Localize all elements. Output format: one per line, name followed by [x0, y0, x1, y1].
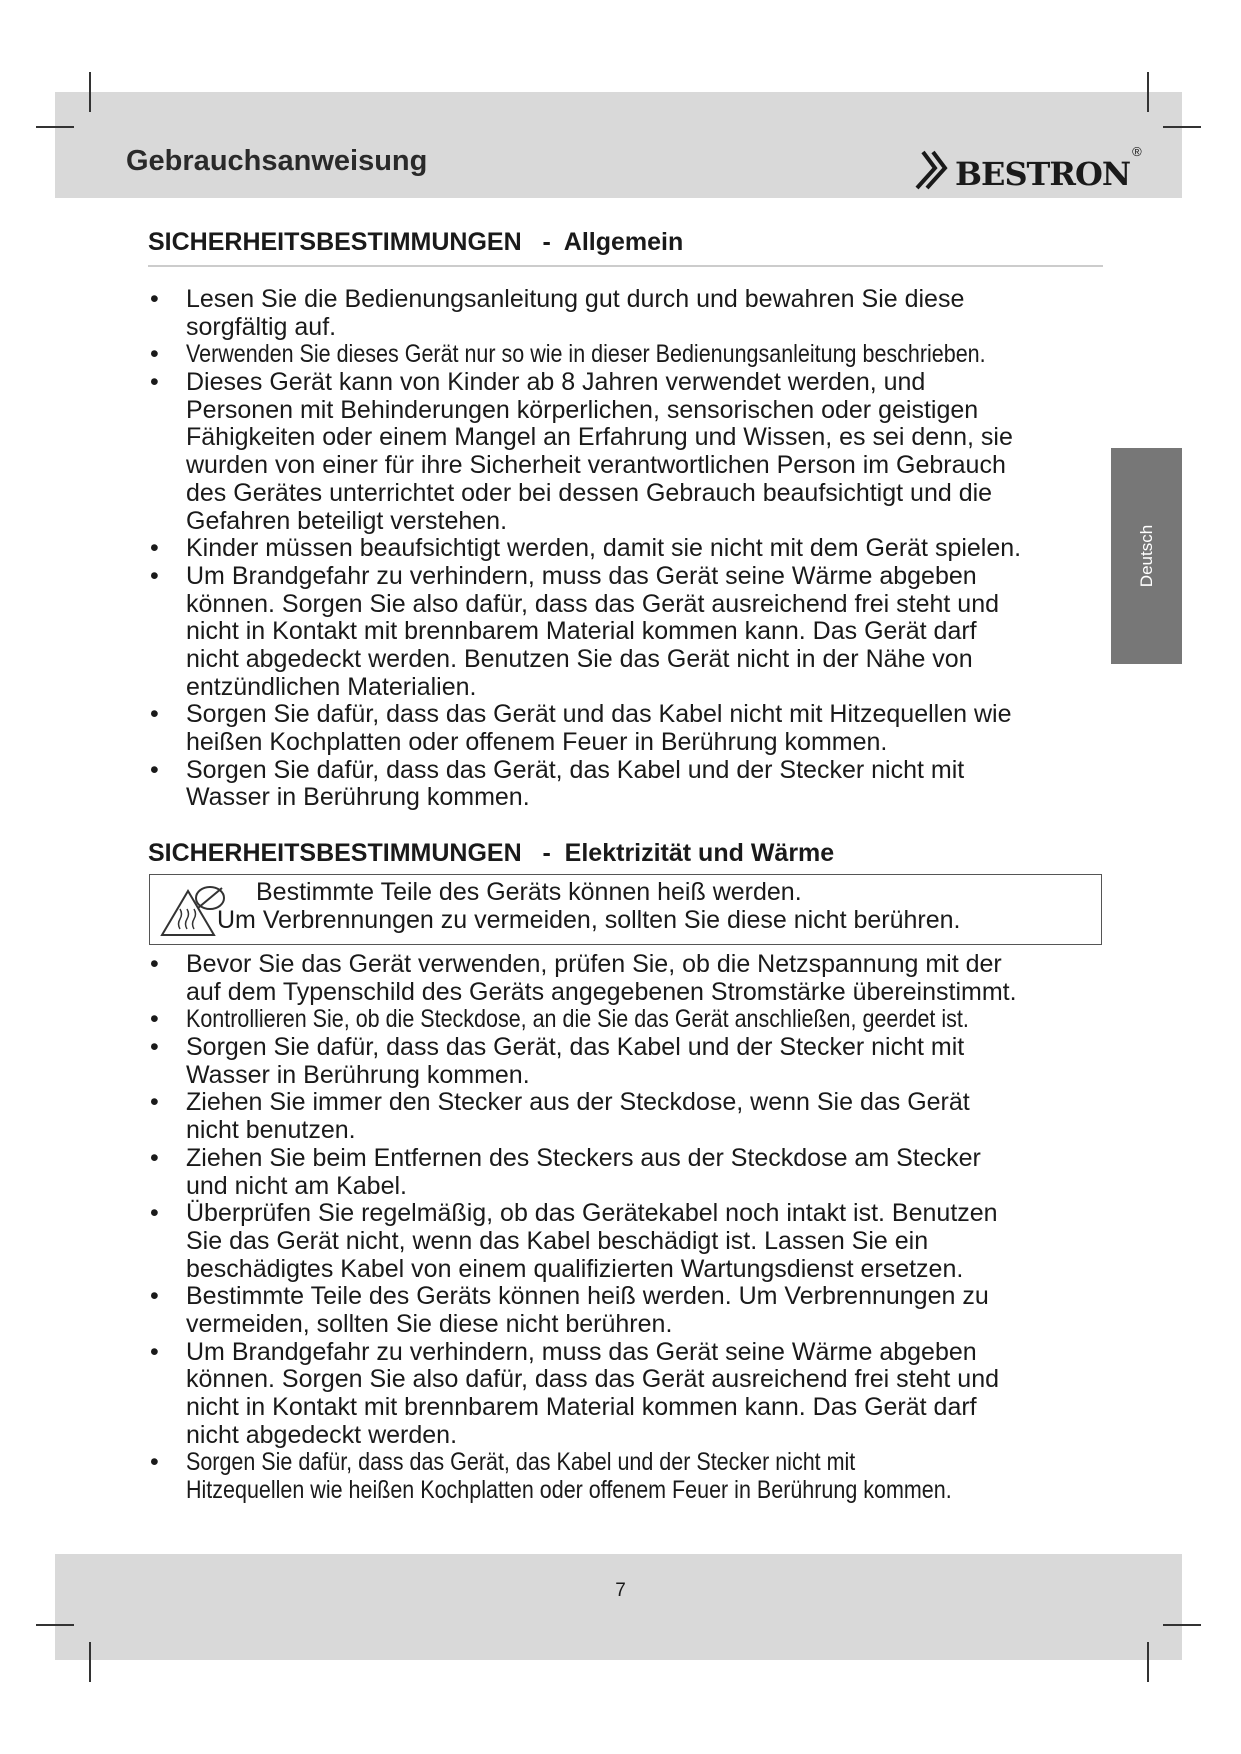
bullet-item-line [150, 1089, 1110, 1117]
bullet-marker: • [150, 1282, 159, 1311]
list-item-line [150, 508, 1110, 536]
list-item-text: Um Brandgefahr zu verhindern, muss das Gerät seine Wärme abgeben [186, 1337, 977, 1366]
list-item-text: beschädigtes Kabel von einem qualifizierten Wartungsdienst ersetzen. [186, 1254, 964, 1283]
bullet-item-line [150, 369, 1110, 397]
bullet-marker: • [150, 1033, 159, 1062]
bullet-marker: • [150, 561, 159, 590]
list-item-text: Lesen Sie die Bedienungsanleitung gut durch und bewahren Sie diese [186, 285, 965, 313]
list-item-line [150, 1477, 1110, 1505]
bullet-marker: • [150, 700, 159, 729]
section-heading-general: SICHERHEITSBESTIMMUNGEN - Allgemein [148, 228, 684, 256]
list-item-line [150, 1228, 1110, 1256]
footer-band [55, 1554, 1182, 1660]
divider [148, 265, 1103, 267]
list-item-line [150, 452, 1110, 480]
list-item-text: Sorgen Sie dafür, dass das Gerät, das Kabel und der Stecker nicht mit [186, 1033, 965, 1062]
bullet-item-line [150, 701, 1110, 729]
list-item-text: Um Brandgefahr zu verhindern, muss das Gerät seine Wärme abgeben [186, 561, 977, 590]
bullet-marker: • [150, 1005, 159, 1034]
bullet-marker: • [150, 950, 159, 978]
logo-wordmark: BESTRON [955, 155, 1131, 193]
bullet-item-line [150, 757, 1110, 785]
bullet-item-line [150, 1339, 1110, 1367]
list-item-line [150, 646, 1110, 674]
list-item-text: Sie das Gerät nicht, wenn das Kabel beschädigt ist. Lassen Sie ein [186, 1226, 929, 1255]
crop-mark [36, 126, 74, 128]
list-item-text: Ziehen Sie beim Entfernen des Steckers aus der Steckdose am Stecker [186, 1143, 981, 1172]
list-item-text: entzündlichen Materialien. [186, 672, 477, 701]
bullet-item-line [150, 951, 1110, 979]
list-item-text: Sorgen Sie dafür, dass das Gerät, das Kabel und der Stecker nicht mit [186, 755, 965, 784]
list-item-text: sorgfältig auf. [186, 312, 337, 341]
list-item-text: Wasser in Berührung kommen. [186, 1060, 530, 1089]
warning-line: Um Verbrennungen zu vermeiden, sollten Sie diese nicht berühren. [217, 906, 961, 934]
list-item-text: Kontrollieren Sie, ob die Steckdose, an die Sie das Gerät anschließen, geerdet ist. [186, 1005, 969, 1034]
list-item-line [150, 618, 1110, 646]
bullet-marker: • [150, 368, 159, 397]
section-heading-electrical: SICHERHEITSBESTIMMUNGEN - Elektrizität und Wärme [148, 839, 835, 867]
list-item-line [150, 1394, 1110, 1422]
list-item-text: können. Sorgen Sie also dafür, dass das Gerät ausreichend frei steht und [186, 589, 1000, 618]
general-safety-list [150, 286, 1110, 812]
list-item-line [150, 314, 1110, 342]
bullet-marker: • [150, 1448, 159, 1477]
list-item-text: nicht abgedeckt werden. Benutzen Sie das Gerät nicht in der Nähe von [186, 644, 973, 673]
list-item-line [150, 674, 1110, 702]
list-item-line [150, 1062, 1110, 1090]
bullet-marker: • [150, 534, 159, 563]
list-item-text: Hitzequellen wie heißen Kochplatten oder offenem Feuer in Berührung kommen. [186, 1476, 952, 1505]
list-item-line [150, 591, 1110, 619]
bullet-marker: • [150, 1143, 159, 1172]
bullet-item-line [150, 1283, 1110, 1311]
crop-mark [1147, 72, 1149, 112]
bullet-marker: • [150, 285, 159, 313]
hot-surface-warning-box [149, 874, 1102, 945]
bullet-item-line [150, 1200, 1110, 1228]
chevron-logo-icon [915, 148, 955, 190]
bullet-item-line [150, 563, 1110, 591]
list-item-line [150, 729, 1110, 757]
list-item-text: des Gerätes unterrichtet oder bei dessen Gebrauch beaufsichtigt und die [186, 478, 993, 507]
list-item-text: Ziehen Sie immer den Stecker aus der Steckdose, wenn Sie das Gerät [186, 1088, 970, 1117]
page-number: 7 [615, 1580, 626, 1601]
list-item-text: nicht in Kontakt mit brennbarem Material kommen kann. Das Gerät darf [186, 1393, 977, 1421]
bullet-marker: • [150, 1337, 159, 1366]
list-item-line [150, 979, 1110, 1007]
bullet-marker: • [150, 340, 159, 369]
registered-mark: ® [1132, 144, 1142, 159]
list-item-line [150, 1366, 1110, 1394]
crop-mark [89, 72, 91, 112]
crop-mark [89, 1642, 91, 1682]
list-item-text: Personen mit Behinderungen körperlichen, sensorischen oder geistigen [186, 395, 979, 424]
list-item-text: und nicht am Kabel. [186, 1171, 407, 1200]
list-item-text: nicht in Kontakt mit brennbarem Material kommen kann. Das Gerät darf [186, 617, 977, 646]
list-item-text: Fähigkeiten oder einem Mangel an Erfahrung und Wissen, es sei denn, sie [186, 423, 1013, 452]
list-item-text: Kinder müssen beaufsichtigt werden, damit sie nicht mit dem Gerät spielen. [186, 534, 1022, 563]
list-item-line [150, 397, 1110, 425]
bullet-marker: • [150, 755, 159, 784]
list-item-text: Sorgen Sie dafür, dass das Gerät, das Kabel und der Stecker nicht mit [186, 1448, 856, 1477]
list-item-text: vermeiden, sollten Sie diese nicht berühren. [186, 1309, 673, 1338]
document-title: Gebrauchsanweisung [126, 145, 428, 177]
bullet-marker: • [150, 1088, 159, 1117]
list-item-text: Verwenden Sie dieses Gerät nur so wie in dieser Bedienungsanleitung beschrieben. [186, 340, 986, 369]
bullet-item-line [150, 286, 1110, 314]
list-item-line [150, 1311, 1110, 1339]
bullet-item-line [150, 1034, 1110, 1062]
list-item-text: Überprüfen Sie regelmäßig, ob das Gerätekabel noch intakt ist. Benutzen [186, 1199, 998, 1228]
list-item-line [150, 480, 1110, 508]
bullet-item-line [150, 1449, 1110, 1477]
bullet-marker: • [150, 1199, 159, 1228]
list-item-line [150, 424, 1110, 452]
list-item-text: Gefahren beteiligt verstehen. [186, 506, 508, 535]
list-item-text: nicht benutzen. [186, 1116, 356, 1145]
list-item-text: nicht abgedeckt werden. [186, 1420, 458, 1449]
list-item-line [150, 784, 1110, 812]
list-item-text: auf dem Typenschild des Geräts angegebenen Stromstärke übereinstimmt. [186, 977, 1017, 1006]
warning-line: Bestimmte Teile des Geräts können heiß werden. [256, 878, 802, 906]
list-item-line [150, 1173, 1110, 1201]
bullet-item-line [150, 535, 1110, 563]
list-item-text: Wasser in Berührung kommen. [186, 783, 530, 812]
bullet-item-line [150, 1145, 1110, 1173]
bullet-item-line [150, 341, 1110, 369]
crop-mark [36, 1624, 74, 1626]
list-item-line [150, 1117, 1110, 1145]
list-item-line [150, 1422, 1110, 1450]
bestron-logo [915, 140, 1142, 193]
bullet-item-line [150, 1006, 1110, 1034]
list-item-text: Bevor Sie das Gerät verwenden, prüfen Sie, ob die Netzspannung mit der [186, 950, 1002, 978]
list-item-text: Sorgen Sie dafür, dass das Gerät und das Kabel nicht mit Hitzequellen wie [186, 700, 1012, 729]
list-item-text: Bestimmte Teile des Geräts können heiß werden. Um Verbrennungen zu [186, 1282, 989, 1311]
language-tab-label: Deutsch [1136, 524, 1156, 588]
crop-mark [1163, 1624, 1201, 1626]
crop-mark [1163, 126, 1201, 128]
list-item-line [150, 1256, 1110, 1284]
list-item-text: wurden von einer für ihre Sicherheit verantwortlichen Person im Gebrauch [186, 451, 1006, 480]
crop-mark [1147, 1642, 1149, 1682]
list-item-text: Dieses Gerät kann von Kinder ab 8 Jahren verwendet werden, und [186, 368, 926, 397]
electrical-safety-list [150, 951, 1110, 1505]
list-item-text: können. Sorgen Sie also dafür, dass das Gerät ausreichend frei steht und [186, 1365, 1000, 1394]
language-tab [1111, 448, 1182, 664]
list-item-text: heißen Kochplatten oder offenem Feuer in Berührung kommen. [186, 728, 888, 756]
